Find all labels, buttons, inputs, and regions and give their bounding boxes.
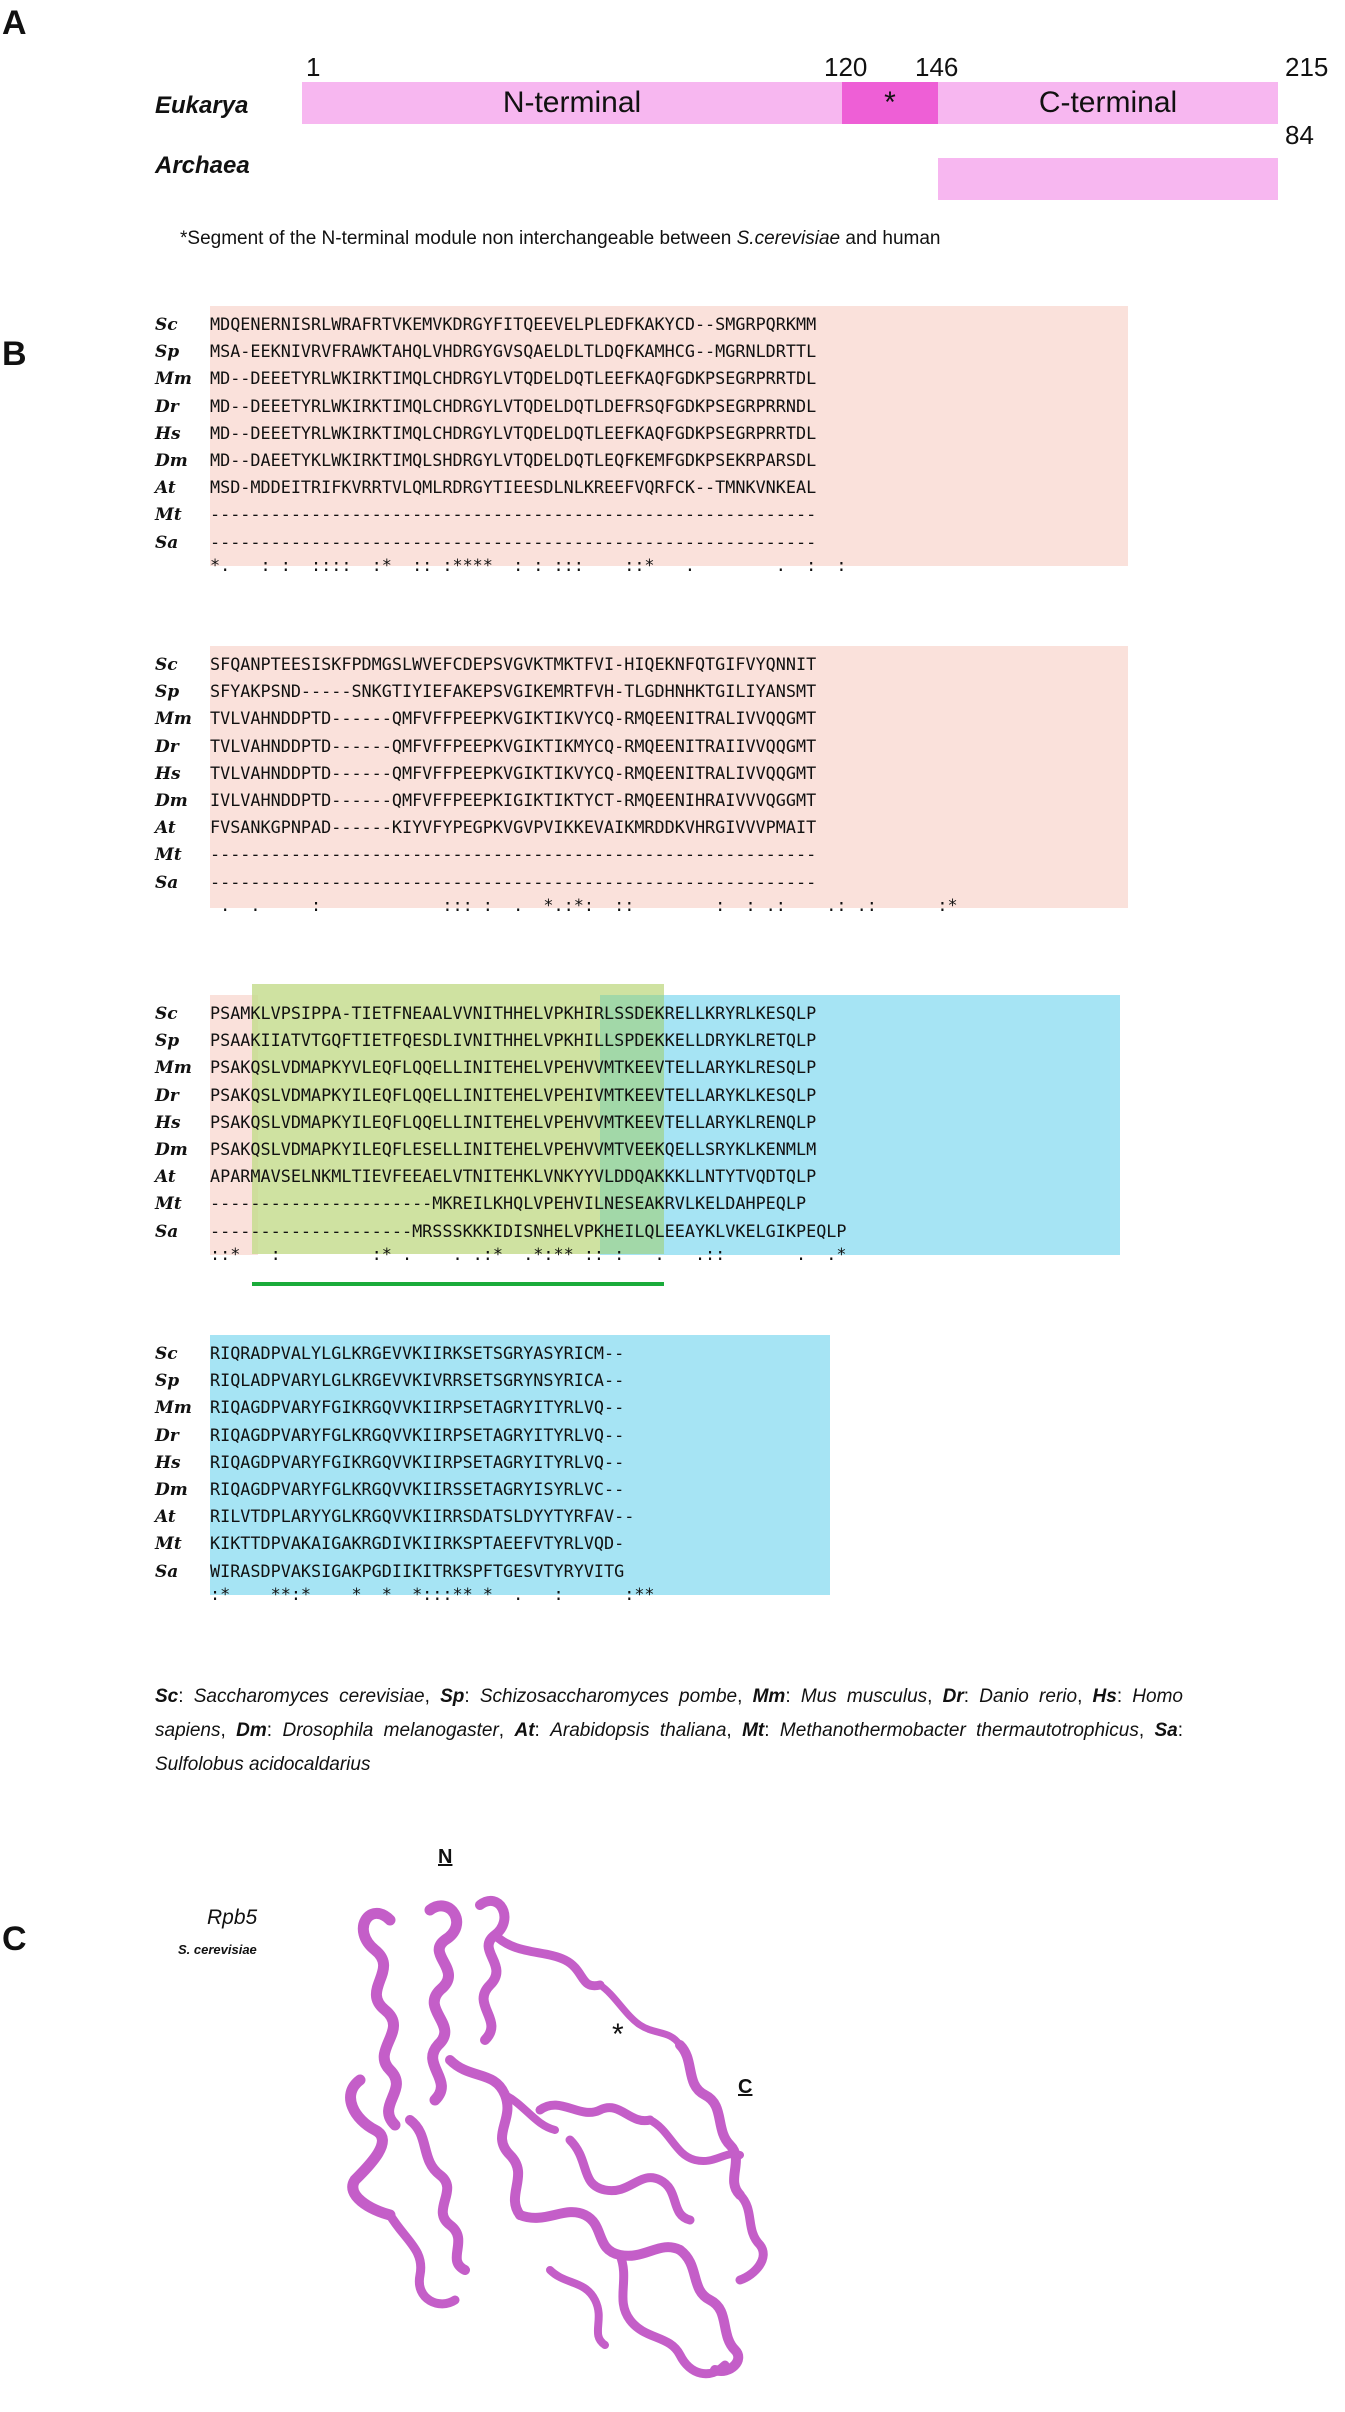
alignment-row [155,1451,624,1473]
c-terminal-label: C-terminal [1038,86,1178,119]
alignment-row [155,762,816,784]
n-terminal-label: N-terminal [502,86,642,119]
protein-name: Rpb5 [207,1906,258,1929]
position-120: 120 [824,52,868,82]
species-abbreviation: Sp [155,682,180,703]
alignment-row [155,1029,816,1051]
species-abbreviation: Dr [155,736,179,757]
consensus-line: *. : : :::: :* :: :**** : : ::: ::* . . : : [210,554,847,575]
sequence: PSAKQSLVDMAPKYILEQFLQQELLINITEHELVPEHVVMTKEEVTELLARYKLRENQLP [210,1111,817,1132]
legend-abbreviation: Dm [236,1720,267,1741]
species-abbreviation: Mm [155,1398,192,1419]
alignment-row [155,1478,624,1500]
species-abbreviation: Dm [155,451,188,471]
archaea-module [938,158,1278,200]
alignment-row [155,1369,624,1391]
legend-species-name: Schizosaccharomyces pombe [479,1686,738,1707]
legend-abbreviation: Sp [440,1686,465,1707]
sequence: ----------------------MKREILKHQLVPEHVILNESEAKRVLKELDAHPEQLP [210,1193,807,1214]
legend-species-name: Methanothermobacter thermautotrophicus [779,1720,1139,1741]
position-84: 84 [1285,120,1314,150]
sequence: FVSANKGPNPAD------KIYVFYPEGPKVGVPVIKKEVAIKMRDDKVHRGIVVVPMAIT [210,817,817,838]
panel-a-letter: A [2,4,27,42]
alignment-row [155,653,816,675]
legend-abbreviation: Hs [1092,1686,1117,1707]
alignment-row [155,789,816,811]
alignment-row [155,1220,847,1242]
position-215: 215 [1285,52,1329,82]
sequence: RIQAGDPVARYFGLKRGQVVKIIRSSETAGRYISYRLVC-- [210,1479,625,1499]
species-abbreviation: Sc [155,315,178,335]
sequence: IVLVAHNDDPTD------QMFVFFPEEPKIGIKTIKTYCT-RMQEENIHRAIVVVQGGMT [210,790,817,810]
sequence: MD--DEEETYRLWKIRKTIMQLCHDRGYLVTQDELDQTLEEFKAQFGDKPSEGRPRRTDL [210,368,817,389]
legend-species-name: Mus musculus [800,1686,928,1707]
alignment-row [155,816,816,838]
sequence: ------------------------------------------------------------ [210,844,817,865]
species-abbreviation: At [155,478,176,499]
species-abbreviation: Dm [155,1140,188,1160]
c-terminus-label: C [738,2076,753,2098]
alignment-row [155,1111,816,1133]
species-abbreviation: Sc [155,1344,178,1364]
alignment-row [155,395,816,417]
sequence: PSAMKLVPSIPPA-TIETFNEAALVVNITHHELVPKHIRLSSDEKRELLKRYRLKESQLP [210,1003,817,1023]
alignment-row [155,707,816,729]
alignment-row [155,1560,624,1582]
sequence: ------------------------------------------------------------ [210,504,817,525]
sequence: PSAAKIIATVTGQFTIETFQESDLIVNITHHELVPKHILLSPDEKKELLDRYKLRETQLP [210,1030,817,1051]
alignment-row [155,1165,816,1187]
species-abbreviation: Sp [155,342,180,363]
eukarya-label: Eukarya [155,92,249,119]
species-abbreviation: Sa [155,1221,179,1242]
panel-c-letter: C [2,1920,27,1958]
species-legend: Sc: Saccharomyces cerevisiae, Sp: Schizosaccharomyces pombe, Mm: Mus musculus, Dr: Danio rerio, Hs: Homo sapiens, Dm: Drosophila melanogaster, At: Arabidopsis thaliana, Mt: Methanothermobacter thermautotrophicus, Sa: Sulfolobus acidocaldarius [155,1686,1184,1775]
alignment-row [155,1084,816,1106]
consensus-line: ::* : :* . . .:* .*:** :: : . .:: . .* [210,1243,847,1264]
species-abbreviation: At [155,1507,176,1528]
species-abbreviation: Dm [155,791,188,811]
species-abbreviation: Mt [155,1534,182,1555]
species-abbreviation: Hs [155,423,181,444]
alignment-row [155,1532,624,1554]
legend-abbreviation: Mm [752,1686,786,1707]
species-abbreviation: Dr [155,1085,179,1106]
legend-abbreviation: Mt [742,1720,765,1741]
alignment-row [155,1424,624,1446]
species-abbreviation: Sp [155,1031,180,1052]
sequence: SFQANPTEESISKFPDMGSLWVEFCDEPSVGVKTMKTFVI-HIQEKNFQTGIFVYQNNIT [210,654,817,674]
legend-species-name: Sulfolobus acidocaldarius [155,1754,371,1775]
alignment-row [155,340,816,362]
alignment-row [155,1056,816,1078]
sequence: PSAKQSLVDMAPKYILEQFLESELLINITEHELVPEHVVMTVEEKQELLSRYKLKENMLM [210,1139,817,1159]
species-abbreviation: Mt [155,845,182,866]
species-abbreviation: Sp [155,1371,180,1392]
alignment-row [155,1396,624,1418]
alignment-row [155,531,816,553]
alignment-row [155,422,816,444]
species-abbreviation: Hs [155,1452,181,1473]
alignment-row [155,843,816,865]
sequence: PSAKQSLVDMAPKYILEQFLQQELLINITEHELVPEHIVMTKEEVTELLARYKLKESQLP [210,1084,817,1105]
species-abbreviation: Mm [155,709,192,730]
organism-name: S. cerevisiae [178,1942,257,1957]
sequence: MDQENERNISRLWRAFRTVKEMVKDRGYFITQEEVELPLEDFKAKYCD--SMGRPQRKMM [210,314,817,334]
legend-abbreviation: Sc [155,1686,179,1707]
sequence: APARMAVSELNKMLTIEVFEEAELVTNITEHKLVNKYYVLDDQAKKKLLNTYTVQDTQLP [210,1166,817,1187]
sequence: RIQAGDPVARYFGLKRGQVVKIIRPSETAGRYITYRLVQ-- [210,1424,625,1445]
legend-species-name: Drosophila melanogaster [282,1720,499,1741]
rpb5-ribbon-structure [330,1880,780,2390]
legend-abbreviation: Sa [1154,1720,1178,1741]
position-1: 1 [306,52,321,82]
archaea-label: Archaea [155,152,250,179]
consensus-line: . . : ::: : . *.:*: :: : : .: .: .: :* [210,894,958,915]
sequence: ------------------------------------------------------------ [210,531,817,552]
sequence: MD--DAEETYKLWKIRKTIMQLSHDRGYLVTQDELDQTLEQFKEMFGDKPSEKRPARSDL [210,450,817,470]
star-label: * [884,86,896,119]
legend-species-name: Danio rerio [979,1686,1078,1707]
panel-a-footnote: *Segment of the N-terminal module non interchangeable between S.cerevisiae and human [180,228,941,249]
sequence: ------------------------------------------------------------ [210,871,817,892]
n-terminus-label: N [438,1846,453,1868]
species-abbreviation: Sa [155,872,179,893]
alignment-row [155,367,816,389]
sequence: RIQRADPVALYLGLKRGEVVKIIRKSETSGRYASYRICM-- [210,1343,625,1363]
legend-abbreviation: Dr [942,1686,964,1707]
alignment-row [155,680,816,702]
species-abbreviation: At [155,818,176,839]
alignment-row [155,1138,816,1160]
species-abbreviation: Dr [155,1425,179,1446]
sequence: RILVTDPLARYYGLKRGQVVKIIRRSDATSLDYYTYRFAV-- [210,1506,635,1527]
sequence: WIRASDPVAKSIGAKPGDIIKITRKSPFTGESVTYRYVITG [210,1560,625,1581]
legend-species-name: Homo sapiens [155,1686,1183,1741]
species-abbreviation: Sc [155,655,178,675]
alignment-row [155,871,816,893]
species-abbreviation: Mm [155,369,192,390]
alignment-row [155,449,816,471]
panel-b-letter: B [2,335,27,373]
sequence: RIQAGDPVARYFGIKRGQVVKIIRPSETAGRYITYRLVQ-- [210,1397,625,1418]
consensus-line: :* **:* * * *:::** * . : :** [210,1583,655,1604]
sequence: TVLVAHNDDPTD------QMFVFFPEEPKVGIKTIKVYCQ-RMQEENITRALIVVQQGMT [210,762,817,783]
alignment-row [155,1002,816,1024]
sequence: TVLVAHNDDPTD------QMFVFFPEEPKVGIKTIKVYCQ-RMQEENITRALIVVQQGMT [210,708,817,729]
sequence: KIKTTDPVAKAIGAKRGDIVKIIRKSPTAEEFVTYRLVQD- [210,1533,625,1554]
species-abbreviation: Sa [155,532,179,553]
species-abbreviation: Mm [155,1058,192,1079]
sequence: MD--DEEETYRLWKIRKTIMQLCHDRGYLVTQDELDQTLEEFKAQFGDKPSEGRPRRTDL [210,422,817,443]
sequence: TVLVAHNDDPTD------QMFVFFPEEPKVGIKTIKMYCQ-RMQEENITRAIIVVQQGMT [210,735,817,756]
species-abbreviation: Mt [155,1194,182,1215]
species-abbreviation: Dr [155,396,179,417]
sequence: RIQLADPVARYLGLKRGEVVKIVRRSETSGRYNSYRICA-- [210,1370,625,1391]
species-abbreviation: Sa [155,1561,179,1582]
sequence: --------------------MRSSSKKKIDISNHELVPKHEILQLEEAYKLVKELGIKPEQLP [210,1220,847,1241]
sequence: MD--DEEETYRLWKIRKTIMQLCHDRGYLVTQDELDQTLDEFRSQFGDKPSEGRPRRNDL [210,395,817,416]
segment-underline [252,1282,664,1286]
species-abbreviation: Mt [155,505,182,526]
sequence: MSD-MDDEITRIFKVRRTVLQMLRDRGYTIEESDLNLKREEFVQRFCK--TMNKVNKEAL [210,477,817,498]
species-abbreviation: Dm [155,1480,188,1500]
sequence: RIQAGDPVARYFGIKRGQVVKIIRPSETAGRYITYRLVQ-- [210,1451,625,1472]
legend-species-name: Arabidopsis thaliana [550,1720,727,1741]
alignment-row [155,476,816,498]
species-abbreviation: Hs [155,1112,181,1133]
legend-species-name: Saccharomyces cerevisiae [193,1686,425,1707]
species-abbreviation: Hs [155,763,181,784]
alignment-row [155,313,816,335]
alignment-row [155,735,816,757]
species-abbreviation: Sc [155,1004,178,1024]
segment-star: * [612,2018,624,2051]
species-abbreviation: At [155,1167,176,1188]
legend-abbreviation: At [514,1720,535,1741]
sequence: SFYAKPSND-----SNKGTIYIEFAKEPSVGIKEMRTFVH-TLGDHNHKTGILIYANSMT [210,681,817,702]
alignment-row [155,1505,634,1527]
alignment-row [155,503,816,525]
alignment-row [155,1192,806,1214]
position-146: 146 [915,52,959,82]
sequence: PSAKQSLVDMAPKYVLEQFLQQELLINITEHELVPEHVVMTKEEVTELLARYKLRESQLP [210,1057,817,1078]
alignment-row [155,1342,624,1364]
sequence: MSA-EEKNIVRVFRAWKTAHQLVHDRGYGVSQAELDLTLDQFKAMHCG--MGRNLDRTTL [210,341,817,362]
